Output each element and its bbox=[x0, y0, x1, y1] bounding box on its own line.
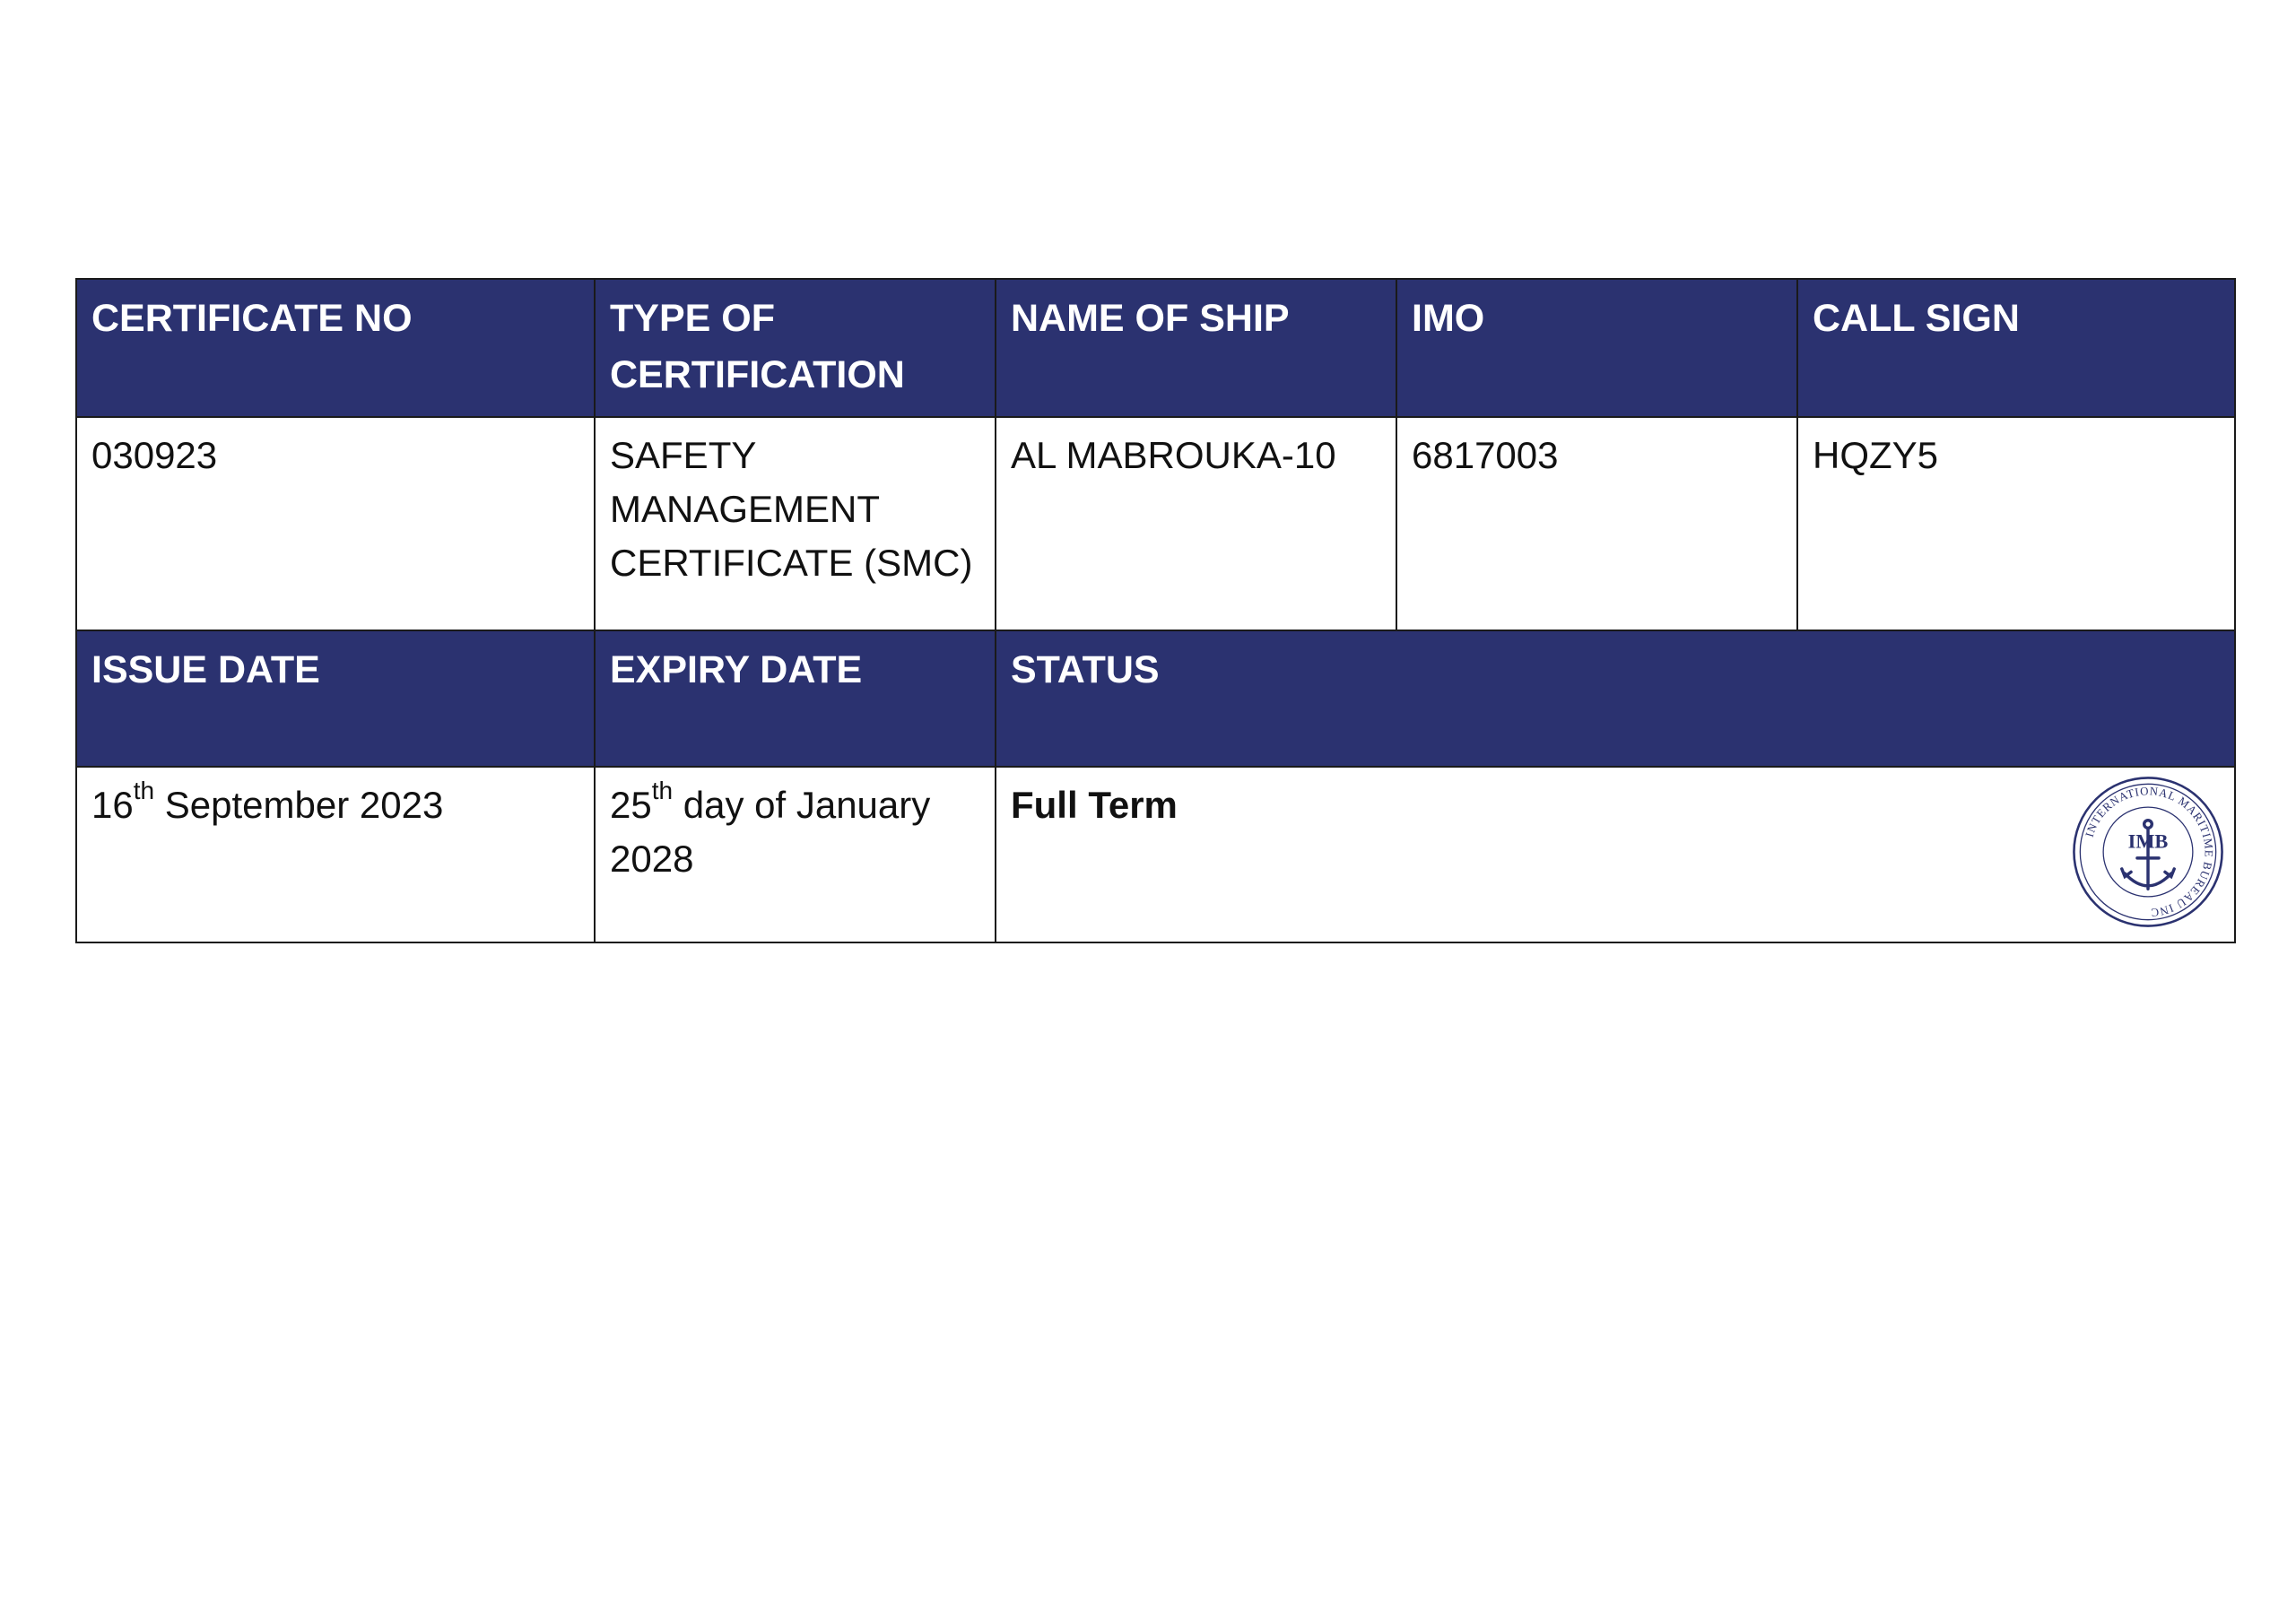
issue-date-value bbox=[76, 767, 595, 942]
issue-date-ordinal: th bbox=[133, 777, 155, 804]
call-sign-value: HQZY5 bbox=[1797, 417, 2235, 630]
status-value: Full Term bbox=[1011, 784, 1178, 826]
expiry-date-ordinal: th bbox=[651, 777, 674, 804]
data-row-2 bbox=[76, 767, 2235, 942]
name-of-ship-header: NAME OF SHIP bbox=[996, 279, 1396, 417]
seal-ring-path-text: INTERNATIONAL MARITIME BUREAU INC bbox=[2083, 785, 2215, 919]
certificate-no-header: CERTIFICATE NO bbox=[76, 279, 595, 417]
issue-date-header: ISSUE DATE bbox=[76, 630, 595, 767]
status-value-cell bbox=[996, 767, 2235, 942]
seal-center-text: IMB bbox=[2127, 829, 2169, 853]
data-row-1 bbox=[76, 417, 2235, 630]
certificate-table bbox=[75, 278, 2236, 943]
expiry-date-value bbox=[595, 767, 996, 942]
imo-value: 6817003 bbox=[1396, 417, 1797, 630]
status-header: STATUS bbox=[996, 630, 2235, 767]
call-sign-header: CALL SIGN bbox=[1797, 279, 2235, 417]
issue-date-day: 16 bbox=[91, 784, 134, 826]
type-of-certification-value: SAFETY MANAGEMENT CERTIFICATE (SMC) bbox=[595, 417, 996, 630]
imo-header: IMO bbox=[1396, 279, 1797, 417]
expiry-date-month-year: day of January 2028 bbox=[610, 784, 931, 880]
issue-date-month-year: September 2023 bbox=[154, 784, 444, 826]
imb-seal-icon bbox=[2071, 775, 2225, 929]
name-of-ship-value: AL MABROUKA-10 bbox=[996, 417, 1396, 630]
certificate-no-value: 030923 bbox=[76, 417, 595, 630]
expiry-date-header: EXPIRY DATE bbox=[595, 630, 996, 767]
header-row-1 bbox=[76, 279, 2235, 417]
expiry-date-day: 25 bbox=[610, 784, 652, 826]
header-row-2 bbox=[76, 630, 2235, 767]
type-of-certification-header: TYPE OF CERTIFICATION bbox=[595, 279, 996, 417]
